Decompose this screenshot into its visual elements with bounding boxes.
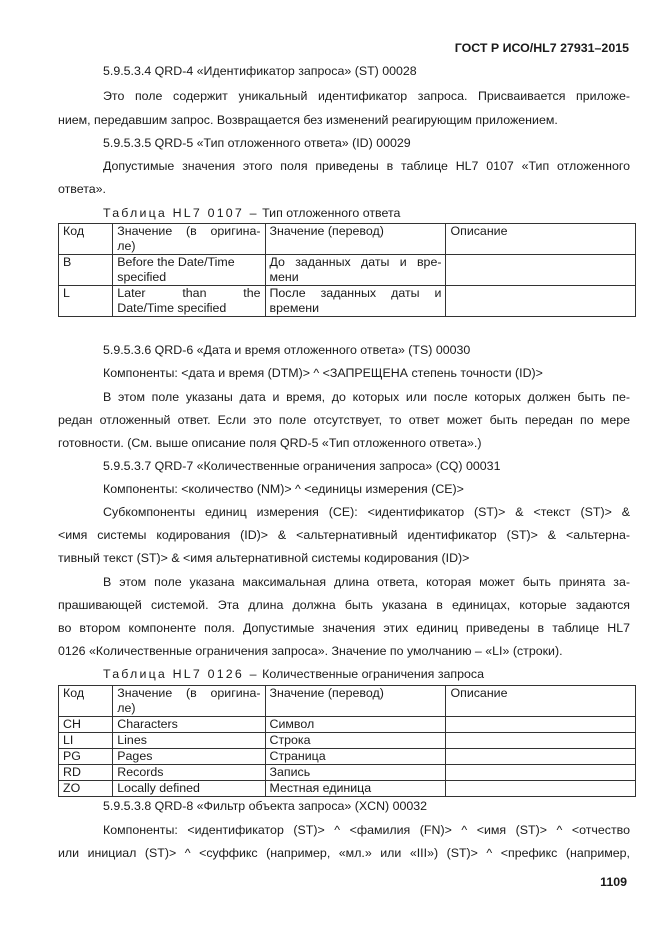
- header-cell-trans: Значение (перевод): [265, 224, 446, 255]
- table-row: [59, 765, 636, 781]
- cell-code: B: [59, 255, 113, 286]
- table-row: [59, 749, 636, 765]
- cell-trans: Строка: [265, 733, 446, 749]
- header-cell-code: Код: [59, 224, 113, 255]
- paragraph-line: готовности. (См. выше описание поля QRD-5 «Тип отложенного ответа».): [58, 436, 482, 450]
- paragraph-line: тивный текст (ST)> & <имя альтернативной системы кодирования (ID)>: [58, 551, 470, 565]
- document-header: ГОСТ Р ИСО/HL7 27931–2015: [454, 41, 629, 55]
- header-cell-code: Код: [59, 686, 113, 717]
- cell-code: PG: [59, 749, 113, 765]
- cell-trans: Символ: [265, 717, 446, 733]
- cell-orig: Later than the Date/Time specified: [113, 286, 265, 317]
- page-number: 1109: [600, 875, 627, 889]
- table-header-row: [59, 686, 636, 717]
- cell-trans: Местная единица: [265, 781, 446, 797]
- paragraph-line: нием, передавшим запрос. Возвращается без изменений реагирующим приложением.: [58, 113, 558, 127]
- header-cell-desc: Описание: [446, 686, 636, 717]
- cell-desc: [446, 255, 636, 286]
- table-row: [59, 255, 636, 286]
- section-title-qrd6: 5.9.5.3.6 QRD-6 «Дата и время отложенного ответа» (TS) 00030: [103, 343, 471, 357]
- paragraph-line: редан отложенный ответ. Если это поле отсутствует, то ответ может быть передан по мере: [58, 413, 630, 427]
- table-caption-0126: [103, 667, 484, 681]
- paragraph-line: <имя системы кодирования (ID)> & <альтернативный идентификатор (ST)> & <альтерна-: [58, 528, 630, 542]
- header-cell-orig: Значение (в оригина- ле): [113, 224, 265, 255]
- cell-trans: После заданных даты и времени: [265, 286, 446, 317]
- paragraph-line: ответа».: [58, 182, 106, 196]
- cell-code: CH: [59, 717, 113, 733]
- table-caption-prefix: Таблица HL7 0126 –: [103, 667, 259, 681]
- cell-desc: [446, 717, 636, 733]
- cell-orig: Locally defined: [113, 781, 265, 797]
- paragraph-line: В этом поле указаны дата и время, до которых или после которых должен быть пе-: [103, 390, 630, 404]
- table-header-row: [59, 224, 636, 255]
- cell-orig: Pages: [113, 749, 265, 765]
- paragraph-line: Компоненты: <идентификатор (ST)> ^ <фамилия (FN)> ^ <имя (ST)> ^ <отчество: [103, 823, 630, 837]
- paragraph-line: Субкомпоненты единиц измерения (CE): <идентификатор (ST)> & <текст (ST)> &: [103, 505, 630, 519]
- components-line: Компоненты: <дата и время (DTM)> ^ <ЗАПРЕЩЕНА степень точности (ID)>: [103, 366, 543, 380]
- components-line: Компоненты: <количество (NM)> ^ <единицы измерения (CE)>: [103, 482, 464, 496]
- section-title-qrd7: 5.9.5.3.7 QRD-7 «Количественные ограничения запроса» (CQ) 00031: [103, 459, 501, 473]
- cell-desc: [446, 781, 636, 797]
- cell-desc: [446, 765, 636, 781]
- paragraph-line: В этом поле указана максимальная длина ответа, которая может быть принята за-: [103, 575, 630, 589]
- table-hl7-0126: [58, 685, 636, 797]
- cell-orig: Records: [113, 765, 265, 781]
- table-caption-title: Тип отложенного ответа: [262, 206, 401, 220]
- paragraph-line: прашивающей системой. Эта длина должна быть указана в единицах, которые задаются: [58, 598, 630, 612]
- table-row: [59, 717, 636, 733]
- cell-trans: До заданных даты и вре- мени: [265, 255, 446, 286]
- cell-code: RD: [59, 765, 113, 781]
- cell-orig: Before the Date/Time specified: [113, 255, 265, 286]
- table-caption-title: Количественные ограничения запроса: [262, 667, 484, 681]
- table-caption-prefix: Таблица HL7 0107 –: [103, 206, 259, 220]
- section-title-qrd4: 5.9.5.3.4 QRD-4 «Идентификатор запроса» (ST) 00028: [103, 64, 417, 78]
- table-row: [59, 733, 636, 749]
- paragraph-line: Допустимые значения этого поля приведены в таблице HL7 0107 «Тип отложенного: [103, 159, 630, 173]
- cell-desc: [446, 749, 636, 765]
- table-caption-0107: [103, 206, 400, 220]
- paragraph-line: во втором компоненте поля. Допустимые значения этих единиц приведены в таблице HL7: [58, 621, 630, 635]
- table-row: [59, 286, 636, 317]
- section-title-qrd8: 5.9.5.3.8 QRD-8 «Фильтр объекта запроса» (XCN) 00032: [103, 799, 428, 813]
- cell-code: ZO: [59, 781, 113, 797]
- paragraph-line: Это поле содержит уникальный идентификатор запроса. Присваивается приложе-: [103, 89, 630, 103]
- cell-orig: Lines: [113, 733, 265, 749]
- cell-orig: Characters: [113, 717, 265, 733]
- table-hl7-0107: [58, 223, 636, 317]
- header-cell-desc: Описание: [446, 224, 636, 255]
- paragraph-line: 0126 «Количественные ограничения запроса». Значение по умолчанию – «LI» (строки).: [58, 644, 563, 658]
- cell-desc: [446, 286, 636, 317]
- cell-trans: Страница: [265, 749, 446, 765]
- table-row: [59, 781, 636, 797]
- cell-desc: [446, 733, 636, 749]
- header-cell-trans: Значение (перевод): [265, 686, 446, 717]
- header-cell-orig: Значение (в оригина- ле): [113, 686, 265, 717]
- cell-code: L: [59, 286, 113, 317]
- cell-code: LI: [59, 733, 113, 749]
- paragraph-line: или инициал (ST)> ^ <суффикс (например, «мл.» или «III») (ST)> ^ <префикс (например,: [58, 846, 630, 860]
- section-title-qrd5: 5.9.5.3.5 QRD-5 «Тип отложенного ответа» (ID) 00029: [103, 136, 411, 150]
- cell-trans: Запись: [265, 765, 446, 781]
